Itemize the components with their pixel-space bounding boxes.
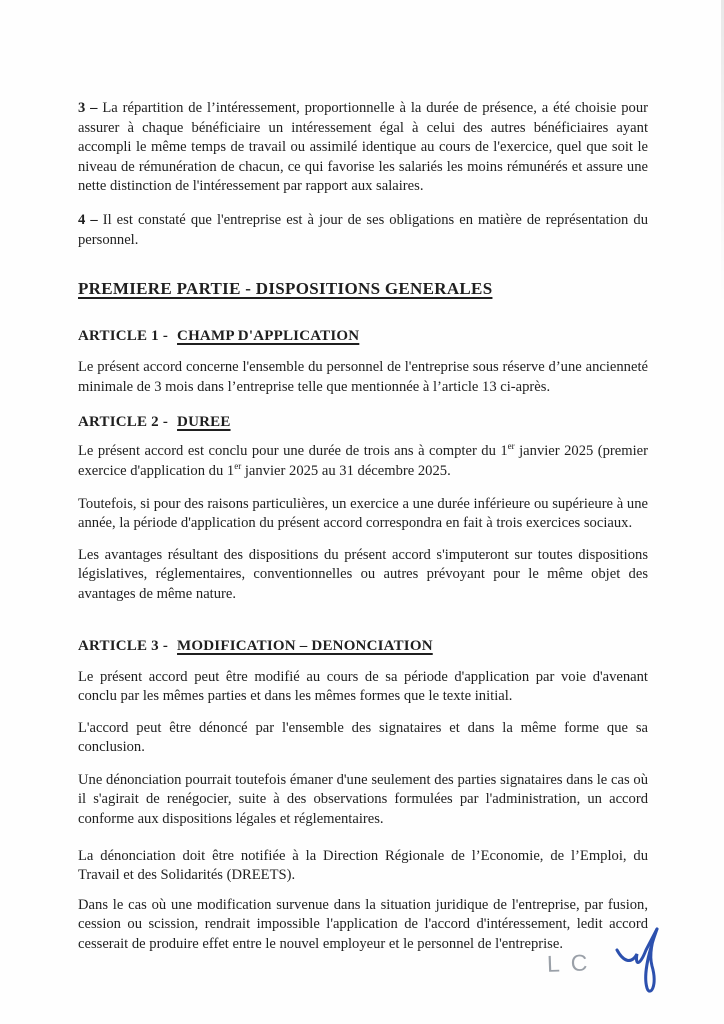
point-3-text: La répartition de l’intéressement, proportionnelle à la durée de présence, a été choisie pour assurer à chaque bénéficiaire un intéressement égal à celui des autres bénéficiaires ayant accompli le même temps de travail ou assimilé identique au cours de l'exercice, quel que soit le niveau de rémunération de chacun, ce qui favorise les salariés les moins rémunérés et assure une nette distinction de l'intéressement par rapport aux salaires. <box>78 100 648 195</box>
point-4-text: Il est constaté que l'entreprise est à jour de ses obligations en matière de représentation du personnel. <box>78 211 648 248</box>
article-2-title: DUREE <box>177 414 231 431</box>
signature-paraph-icon <box>614 924 666 1002</box>
ordinal-superscript: er <box>234 461 242 472</box>
article-2-p1-seg2: janvier 2025 (premier exercice d'application du 1 <box>78 443 648 479</box>
document-body <box>78 99 648 955</box>
article-3-paragraph-5: Dans le cas où une modification survenue dans la situation juridique de l'entreprise, par fusion, cession ou scission, rendrait impossible l'application de l'accord d'intéressement, ledit accord cesserait de produire effet entre le nouvel employeur et le personnel de l'entreprise. <box>78 896 648 953</box>
article-2-paragraph-2: Toutefois, si pour des raisons particulières, un exercice a une durée inférieure ou supérieure à une année, la période d'application du présent accord correspondra en fait à trois exercices sociaux. <box>78 495 648 532</box>
article-2-p1-seg1: Le présent accord est conclu pour une durée de trois ans à compter du 1 <box>78 443 508 460</box>
handwritten-initials: LC <box>546 948 599 977</box>
article-3-paragraph-4: La dénonciation doit être notifiée à la Direction Régionale de l’Economie, de l’Emploi, du Travail et des Solidarités (DREETS). <box>78 847 648 884</box>
article-3-paragraph-2: L'accord peut être dénoncé par l'ensemble des signataires et dans la même forme que sa conclusion. <box>78 719 648 756</box>
paragraph-point-3 <box>78 99 648 197</box>
article-3-paragraph-1: Le présent accord peut être modifié au cours de sa période d'application par voie d'avenant conclu par les mêmes parties et dans les mêmes formes que le texte initial. <box>78 668 648 705</box>
part-heading: PREMIERE PARTIE - DISPOSITIONS GENERALES <box>78 279 493 299</box>
article-1-title: CHAMP D'APPLICATION <box>177 328 360 345</box>
article-2-p1-seg3: janvier 2025 au 31 décembre 2025. <box>241 462 451 479</box>
article-1-label: ARTICLE 1 - <box>78 328 169 345</box>
article-2-paragraph-3: Les avantages résultant des dispositions du présent accord s'imputeront sur toutes dispositions législatives, réglementaires, conventionnelles ou autres prévoyant pour le même objet des avantages de même nature. <box>78 546 648 602</box>
signature-block <box>547 924 666 1002</box>
article-3-heading <box>78 638 648 655</box>
article-3-label: ARTICLE 3 - <box>78 637 169 654</box>
article-1-paragraph-1: Le présent accord concerne l'ensemble du personnel de l'entreprise sous réserve d’une ancienneté minimale de 3 mois dans l’entreprise telle que mentionnée à l’article 13 ci-après. <box>78 359 648 395</box>
article-1-heading <box>78 328 648 345</box>
ordinal-superscript: er <box>507 441 515 452</box>
point-4-number: 4 – <box>78 211 98 228</box>
paragraph-point-4 <box>78 211 648 250</box>
article-2-heading <box>78 414 648 431</box>
article-2-paragraph-1 <box>78 442 648 481</box>
article-2-label: ARTICLE 2 - <box>78 414 169 431</box>
point-3-number: 3 – <box>78 100 98 116</box>
article-3-paragraph-3: Une dénonciation pourrait toutefois émaner d'une seulement des parties signataires dans le cas où il s'agirait de renégocier, suite à des observations formulées par l'administration, un accord conforme aux dispositions légales et réglementaires. <box>78 771 648 828</box>
article-3-title: MODIFICATION – DENONCIATION <box>177 637 433 654</box>
